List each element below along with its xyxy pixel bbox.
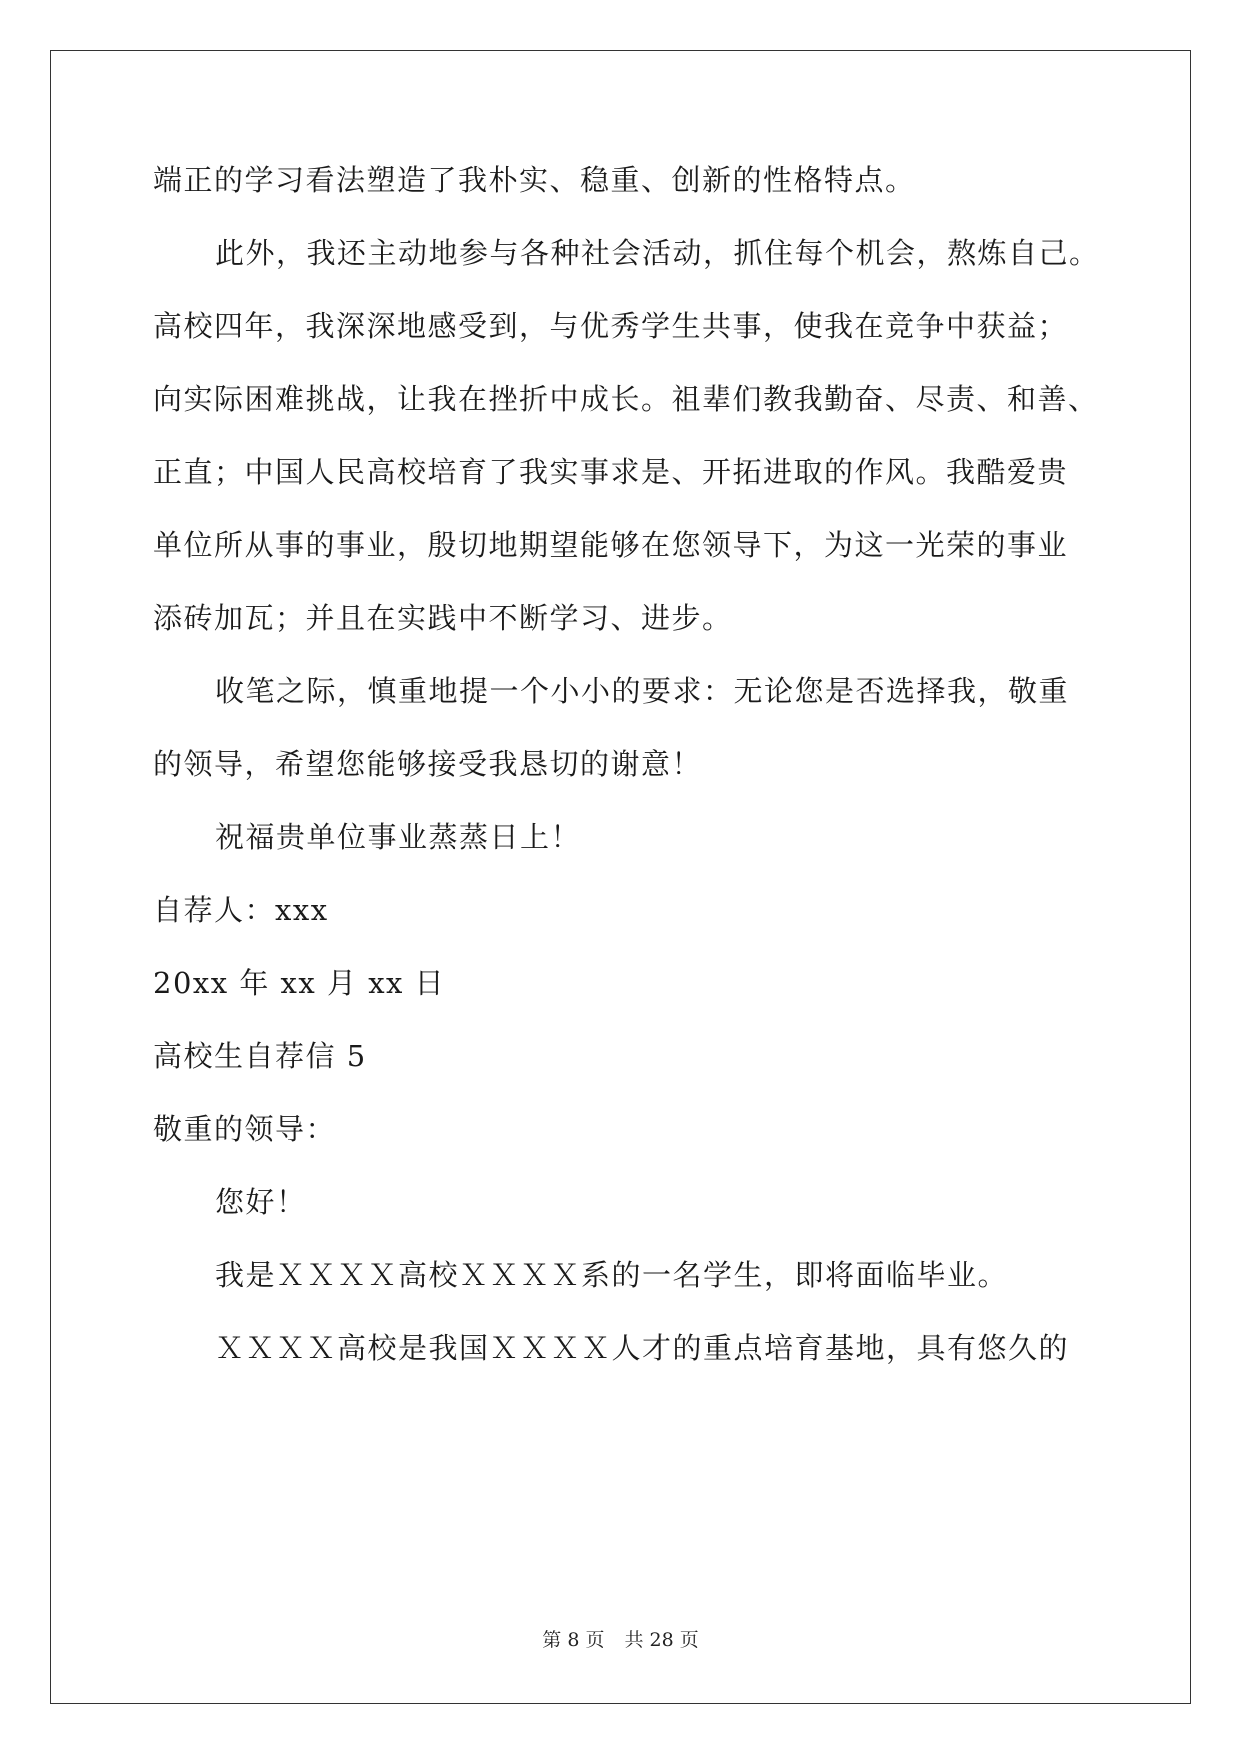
section-title: 高校生自荐信 5 [153,1039,367,1073]
text-line: 的领导，希望您能够接受我恳切的谢意！ [153,747,703,781]
text-line: 高校四年，我深深地感受到，与优秀学生共事，使我在竞争中获益； [153,309,1069,343]
text-line: 此外，我还主动地参与各种社会活动，抓住每个机会，熬炼自己。 [215,236,1100,270]
signature-line: 自荐人：xxx [153,893,329,927]
text-line: 祝福贵单位事业蒸蒸日上！ [215,820,582,854]
text-line: 我是ＸＸＸＸ高校ＸＸＸＸ系的一名学生，即将面临毕业。 [215,1258,1009,1292]
text-line: 端正的学习看法塑造了我朴实、稳重、创新的性格特点。 [153,163,916,197]
salutation: 敬重的领导： [153,1112,337,1146]
text-line: 正直；中国人民高校培育了我实事求是、开拓进取的作风。我酷爱贵 [153,455,1069,489]
page-total: 共 28 页 [624,1629,699,1651]
greeting: 您好！ [215,1185,307,1219]
date-line: 20xx 年 xx 月 xx 日 [153,966,446,1000]
text-line: 添砖加瓦；并且在实践中不断学习、进步。 [153,601,733,635]
text-line: ＸＸＸＸ高校是我国ＸＸＸＸ人才的重点培育基地，具有悠久的 [215,1331,1070,1365]
page-footer [0,1628,1241,1652]
text-line: 单位所从事的事业，殷切地期望能够在您领导下，为这一光荣的事业 [153,528,1069,562]
text-line: 收笔之际，慎重地提一个小小的要求：无论您是否选择我，敬重 [215,674,1070,708]
page-number: 第 8 页 [542,1629,605,1651]
page-border [50,50,1191,1704]
text-line: 向实际困难挑战，让我在挫折中成长。祖辈们教我勤奋、尽责、和善、 [153,382,1099,416]
